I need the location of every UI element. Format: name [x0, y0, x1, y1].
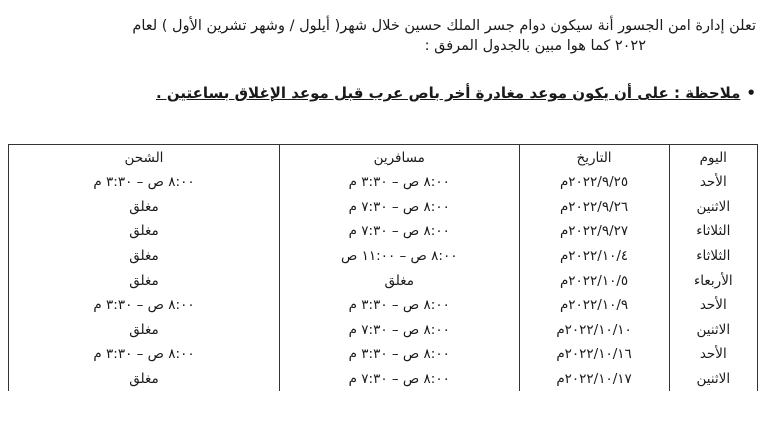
table-row [9, 268, 758, 293]
cell-date: ٢٠٢٢/١٠/٤م [519, 244, 669, 269]
cell-passengers: ٨:٠٠ ص – ٧:٣٠ م [279, 195, 519, 220]
table-row [9, 195, 758, 220]
announcement-line-2: ٢٠٢٢ كما هوا مبين بالجدول المرفق : [424, 38, 646, 54]
cell-date: ٢٠٢٢/١٠/٩م [519, 293, 669, 318]
cell-cargo: ٨:٠٠ ص – ٣:٣٠ م [9, 170, 280, 195]
cell-day: الثلاثاء [669, 244, 757, 269]
cell-passengers: ٨:٠٠ ص – ٣:٣٠ م [279, 293, 519, 318]
cell-date: ٢٠٢٢/١٠/١٦م [519, 342, 669, 367]
cell-day: الاثنين [669, 195, 757, 220]
header-date: التاريخ [519, 145, 669, 171]
cell-passengers: ٨:٠٠ ص – ٧:٣٠ م [279, 219, 519, 244]
cell-date: ٢٠٢٢/١٠/٥م [519, 268, 669, 293]
cell-day: الثلاثاء [669, 219, 757, 244]
table-row [9, 293, 758, 318]
table-body [9, 170, 758, 391]
header-passengers: مسافرين [279, 145, 519, 171]
cell-date: ٢٠٢٢/٩/٢٥م [519, 170, 669, 195]
note-line [156, 84, 756, 102]
table-row [9, 244, 758, 269]
header-day: اليوم [669, 145, 757, 171]
cell-date: ٢٠٢٢/٩/٢٦م [519, 195, 669, 220]
announcement-line-1: تعلن إدارة امن الجسور أنة سيكون دوام جسر الملك حسين خلال شهر( أيلول / وشهر تشرين الأول ) لعام [132, 18, 756, 34]
cell-date: ٢٠٢٢/٩/٢٧م [519, 219, 669, 244]
cell-passengers: ٨:٠٠ ص – ٣:٣٠ م [279, 170, 519, 195]
cell-cargo: مغلق [9, 244, 280, 269]
cell-cargo: مغلق [9, 367, 280, 392]
cell-passengers: ٨:٠٠ ص – ٧:٣٠ م [279, 367, 519, 392]
cell-date: ٢٠٢٢/١٠/١٠م [519, 318, 669, 343]
cell-cargo: ٨:٠٠ ص – ٣:٣٠ م [9, 293, 280, 318]
cell-cargo: مغلق [9, 219, 280, 244]
cell-day: الأربعاء [669, 268, 757, 293]
cell-cargo: مغلق [9, 318, 280, 343]
cell-day: الاثنين [669, 367, 757, 392]
table-row [9, 367, 758, 392]
bridge-schedule-table [8, 144, 758, 391]
header-cargo: الشحن [9, 145, 280, 171]
table-row [9, 342, 758, 367]
note-text: ملاحظة : على أن يكون موعد مغادرة أخر باص عرب قبل موعد الإغلاق بساعتين . [155, 84, 741, 102]
cell-passengers: ٨:٠٠ ص – ٧:٣٠ م [279, 318, 519, 343]
cell-day: الأحد [669, 170, 757, 195]
cell-cargo: مغلق [9, 268, 280, 293]
cell-passengers: مغلق [279, 268, 519, 293]
cell-cargo: مغلق [9, 195, 280, 220]
bullet-icon: • [746, 84, 756, 102]
cell-day: الأحد [669, 342, 757, 367]
cell-day: الأحد [669, 293, 757, 318]
table-row [9, 219, 758, 244]
table-row [9, 170, 758, 195]
cell-cargo: ٨:٠٠ ص – ٣:٣٠ م [9, 342, 280, 367]
table-row [9, 318, 758, 343]
cell-date: ٢٠٢٢/١٠/١٧م [519, 367, 669, 392]
announcement-paragraph [11, 16, 756, 56]
cell-passengers: ٨:٠٠ ص – ٣:٣٠ م [279, 342, 519, 367]
table-header-row [9, 145, 758, 171]
cell-day: الاثنين [669, 318, 757, 343]
cell-passengers: ٨:٠٠ ص – ١١:٠٠ ص [279, 244, 519, 269]
